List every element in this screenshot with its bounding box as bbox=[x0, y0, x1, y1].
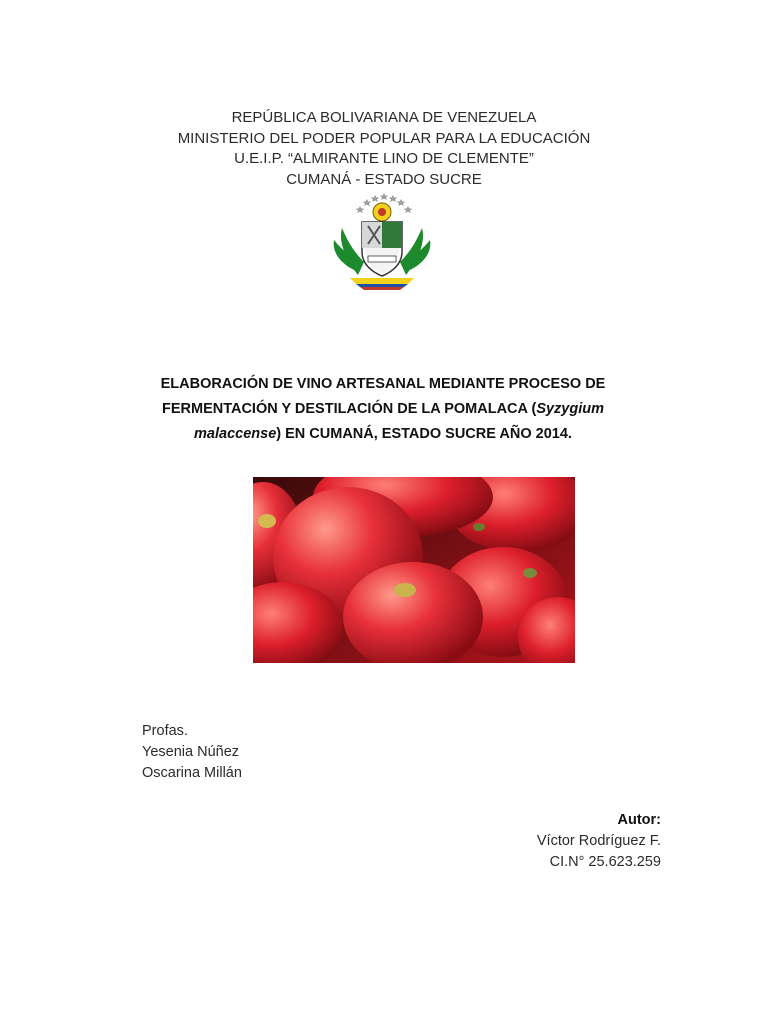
document-title bbox=[150, 372, 616, 447]
header-country: REPÚBLICA BOLIVARIANA DE VENEZUELA bbox=[231, 109, 537, 126]
author-name: Víctor Rodríguez F. bbox=[536, 833, 661, 849]
professor-name: Oscarina Millán bbox=[142, 765, 242, 781]
professor-name: Yesenia Núñez bbox=[142, 744, 240, 760]
header-school: U.E.I.P. “ALMIRANTE LINO DE CLEMENTE” bbox=[234, 150, 534, 167]
title-text-end: ) EN CUMANÁ, ESTADO SUCRE AÑO 2014. bbox=[276, 426, 572, 442]
species-name: Syzygium malaccense bbox=[194, 401, 604, 442]
pomalaca-fruits-photo bbox=[253, 477, 575, 663]
title-text-start: ELABORACIÓN DE VINO ARTESANAL MEDIANTE PROCESO DE FERMENTACIÓN Y DESTILACIÓN DE LA POMALACA ( bbox=[160, 376, 606, 417]
author-block bbox=[537, 810, 661, 873]
professors-block bbox=[142, 721, 242, 784]
author-label: Autor: bbox=[617, 812, 661, 828]
coat-of-arms-icon bbox=[328, 190, 436, 290]
header-location: CUMANÁ - ESTADO SUCRE bbox=[286, 170, 482, 188]
professors-label: Profas. bbox=[142, 723, 188, 739]
header-ministry: MINISTERIO DEL PODER POPULAR PARA LA EDUCACIÓN bbox=[177, 129, 591, 147]
institution-header bbox=[0, 108, 768, 190]
author-id: CI.N° 25.623.259 bbox=[549, 854, 661, 870]
